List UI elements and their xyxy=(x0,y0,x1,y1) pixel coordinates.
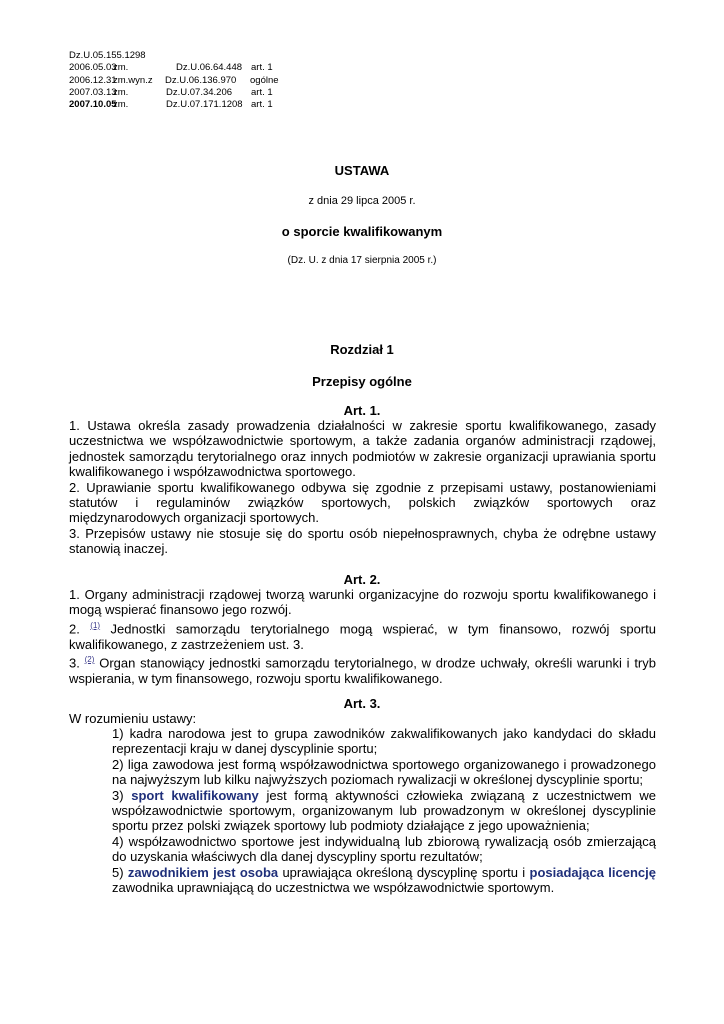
amendment-row xyxy=(69,75,279,87)
definition-text: zawodnika uprawniającą do uczestnictwa we współzawodnictwie sportowym. xyxy=(112,880,555,896)
article-1-para-1: 1. Ustawa określa zasady prowadzenia działalności w zakresie sportu kwalifikowanego, zasady uczestnictwa we współzawodnictwie sportowym, a także zadania organów administracji rządowej, jednostek samorządu terytorialnego oraz innych podmiotów w zakresie organizacji uprawiania sportu kwalifikowanego i współzawodnictwa sportowego. xyxy=(69,418,656,480)
amendment-date: 2007.10.05 xyxy=(69,99,117,111)
amendment-ref: Dz.U.06.64.448 xyxy=(176,62,243,74)
defined-term: zawodnikiem jest osoba xyxy=(127,864,279,880)
definition-text: jest formą aktywności człowieka związaną z uczestnictwem we współzawodnictwie sportowym, organizowanym lub prowadzonym w określonej dyscyplinie sportu przez polski związek sportowy lub podmioty działające z jego upoważnienia; xyxy=(112,787,656,834)
publication-note: (Dz. U. z dnia 17 sierpnia 2005 r.) xyxy=(287,255,437,266)
amendment-row xyxy=(69,99,279,111)
amendment-header xyxy=(69,50,279,111)
amendment-scope: ogólne xyxy=(250,74,279,86)
definition-text: uprawiająca określoną dyscyplinę sportu i xyxy=(282,864,526,880)
article-2-heading: Art. 2. xyxy=(343,572,381,587)
article-1-para-2: 2. Uprawianie sportu kwalifikowanego odbywa się zgodnie z przepisami ustawy, postanowieniami statutów i regulaminów związków sportowych, polskich związków sportowych oraz międzynarodowych organizacji sportowych. xyxy=(69,479,656,526)
amendment-ref: Dz.U.07.171.1208 xyxy=(166,99,243,111)
amendment-scope: art. 1 xyxy=(251,62,273,74)
act-date: z dnia 29 lipca 2005 r. xyxy=(308,195,416,207)
footnote-link-1[interactable]: (1) xyxy=(90,620,101,630)
definition-1: 1) kadra narodowa jest to grupa zawodników zakwalifikowanych jako kandydaci do składu reprezentacji kraju w danej dyscyplinie sportu; xyxy=(112,726,656,757)
definition-number: 3) xyxy=(112,787,124,803)
amendment-type: zm. xyxy=(113,86,129,98)
chapter-title: Przepisy ogólne xyxy=(312,374,412,389)
amendment-scope: art. 1 xyxy=(251,99,273,111)
act-title: USTAWA xyxy=(334,163,390,178)
act-subject: o sporcie kwalifikowanym xyxy=(281,224,443,239)
article-1-heading: Art. 1. xyxy=(343,403,381,418)
amendment-date: 2007.03.13 xyxy=(69,86,117,98)
article-1-body xyxy=(69,418,656,557)
amendment-row xyxy=(69,62,279,74)
amendment-ref: Dz.U.07.34.206 xyxy=(166,86,233,98)
amendment-date: 2006.12.31 xyxy=(69,74,117,86)
definition-3 xyxy=(112,788,656,834)
amendment-type: zm.wyn.z xyxy=(113,74,153,86)
para-text: Jednostki samorządu terytorialnego mogą wspierać, w tym finansowo, rozwój sportu kwalifikowanego, z zastrzeżeniem ust. 3. xyxy=(69,621,656,652)
para-number: 2. xyxy=(69,621,80,637)
article-3-heading: Art. 3. xyxy=(343,696,381,711)
article-1-para-3: 3. Przepisów ustawy nie stosuje się do sportu osób niepełnosprawnych, chyba że odrębne ustawy stanowią inaczej. xyxy=(69,525,656,557)
para-text: Organ stanowiący jednostki samorządu terytorialnego, w drodze uchwały, określi warunki i tryb wspierania, w tym finansowego, rozwoju sportu kwalifikowanego. xyxy=(69,655,656,686)
amendment-type: zm. xyxy=(113,62,129,74)
definition-5 xyxy=(112,865,656,896)
article-3-definitions xyxy=(112,726,656,895)
amendment-ref: Dz.U.06.136.970 xyxy=(165,74,237,86)
footnote-link-2[interactable]: (2) xyxy=(84,654,95,664)
amendment-row xyxy=(69,87,279,99)
doc-reference: Dz.U.05.155.1298 xyxy=(69,50,146,61)
defined-term: posiadająca licencję xyxy=(529,864,656,880)
definition-2: 2) liga zawodowa jest formą współzawodnictwa sportowego organizowanego i prowadzonego na najwyższym lub kilku najwyższych poziomach rywalizacji w określonej dyscyplinie sportu; xyxy=(112,756,656,788)
article-2-para-2 xyxy=(69,618,656,652)
article-2-para-3 xyxy=(69,652,656,686)
chapter-number: Rozdział 1 xyxy=(330,342,394,357)
article-3-intro: W rozumieniu ustawy: xyxy=(69,711,197,726)
amendment-type: zm. xyxy=(113,99,129,111)
para-number: 3. xyxy=(69,655,80,671)
definition-4: 4) współzawodnictwo sportowe jest indywidualną lub zbiorową rywalizacją osób zmierzającą do uzyskania właściwych dla danej dyscypliny sportu rezultatów; xyxy=(112,833,656,865)
defined-term: sport kwalifikowany xyxy=(131,787,259,803)
amendment-scope: art. 1 xyxy=(251,86,273,98)
article-2-para-1: 1. Organy administracji rządowej tworzą warunki organizacyjne do rozwoju sportu kwalifikowanego i mogą wspierać finansowo jego rozwój. xyxy=(69,587,656,618)
amendment-date: 2006.05.03 xyxy=(69,62,117,74)
definition-number: 5) xyxy=(112,864,124,880)
article-2-body xyxy=(69,587,656,686)
